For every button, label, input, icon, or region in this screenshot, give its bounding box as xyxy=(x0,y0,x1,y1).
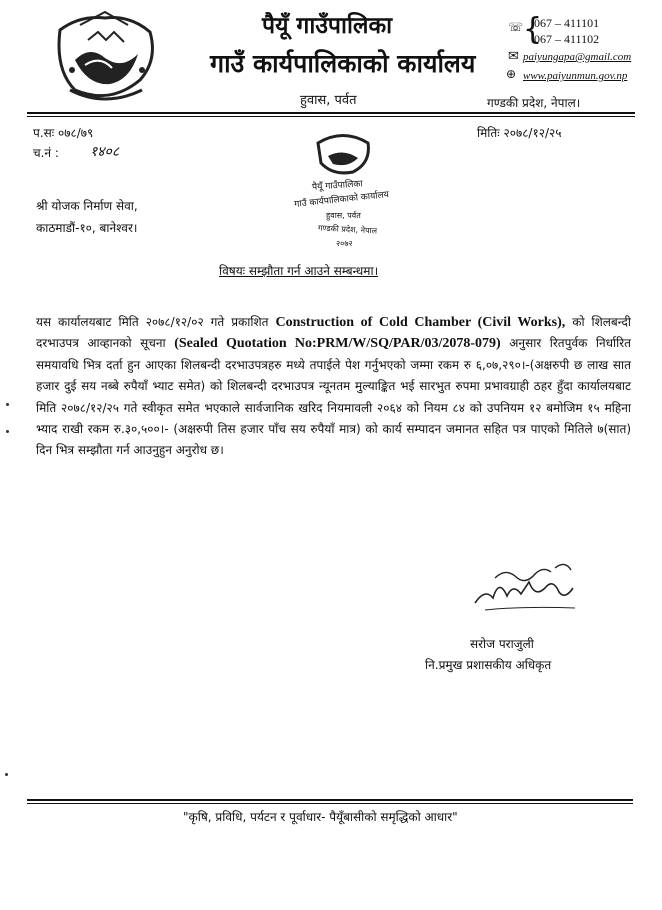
email-link[interactable]: paiyungapa@gmail.com xyxy=(523,51,632,63)
scan-dot xyxy=(5,773,8,776)
mail-icon: ✉ xyxy=(508,49,519,64)
letter-body xyxy=(36,312,631,462)
phone-number-2: 067 – 411102 xyxy=(534,32,600,46)
province-text: गण्डकी प्रदेश, नेपाल। xyxy=(487,96,581,110)
stamp-line1: पैयूँ गाउँपालिका xyxy=(311,179,364,193)
footer-divider-thin xyxy=(27,803,633,804)
org-name-line1: पैयूँ गाउँपालिका xyxy=(262,13,393,39)
dispatch-number-label: च.नं : xyxy=(33,146,59,160)
footer-motto: "कृषि, प्रविधि, पर्यटन र पूर्वाधार- पैयूँबासीको समृद्धिको आधार" xyxy=(183,810,458,824)
brace-icon: { xyxy=(523,12,543,47)
recipient-address: काठमाडौं-१०, बानेश्वर। xyxy=(36,221,138,235)
org-name-line2: गाउँ कार्यपालिकाको कार्यालय xyxy=(210,49,476,78)
scan-dot xyxy=(6,430,9,433)
phone-number-1: 067 – 411101 xyxy=(534,16,600,30)
letter-subject: विषयः सम्झौता गर्न आउने सम्बन्धमा। xyxy=(219,264,379,278)
website-link[interactable]: www.paiyunmun.gov.np xyxy=(523,70,628,82)
footer-divider xyxy=(27,799,633,801)
recipient-name: श्री योजक निर्माण सेवा, xyxy=(36,199,138,213)
stamp-line2: गाउँ कार्यपालिकाको कार्यालय xyxy=(293,190,390,210)
signatory-name: सरोज पराजुली xyxy=(470,637,534,651)
header-divider-thin xyxy=(27,116,635,117)
globe-icon: ⊕ xyxy=(506,67,517,81)
signatory-title: नि.प्रमुख प्रशासकीय अधिकृत xyxy=(425,658,552,672)
stamp-emblem-icon xyxy=(313,128,373,178)
quotation-number: (Sealed Quotation No:PRM/W/SQ/PAR/03/2078-079) xyxy=(174,336,501,352)
body-part2: को शिलबन्दी दरभाउपत्र आव्हानको सूचना xyxy=(36,315,631,351)
stamp-line3: हुवास, पर्वत xyxy=(326,211,361,220)
dispatch-number-value: १४०८ xyxy=(90,144,120,160)
stamp-line4: गण्डकी प्रदेश, नेपाल xyxy=(317,223,378,236)
body-part1: यस कार्यालयबाट मिति २०७८/१२/०२ गते प्रकाशित xyxy=(36,315,269,329)
body-part3: अनुसार रितपुर्वक निर्धारित समयावधि भित्र दर्ता हुन आएका शिलबन्दी दरभाउपत्रहरु मध्ये तपाईले पेश गर्नुभएको जम्मा रकम रु ६,०७,२९०।-(अक्षरुपी छ लाख सात हजार दुई सय नब्बे रुपैयाँ भ्याट समेत) को शिलबन्दी दरभाउपत्र न्यूनतम मुल्याङ्कित भई सारभुत रुपमा प्रभावग्राही ठहर हुँदा कार्यालयबाट मिति २०७८/१२/२५ गते स्वीकृत समेत भएकाले सार्वजानिक खरिद नियमावली २०६४ को नियम ८४ को उपनियम १२ बमोजिम १५ महिना भ्याद राखी रकम रु.३०,५००।- (अक्षरुपी तिस हजार पाँच सय रुपैयाँ मात्र) को कार्य सम्पादन जमानत सहित पत्र पाएको मितिले ७(सात) दिन भित्र सम्झौता गर्न आउनुहुन अनुरोध छ। xyxy=(36,336,631,458)
org-location: हुवास, पर्वत xyxy=(300,93,357,108)
reference-number: प.सः ०७८/७९ xyxy=(33,126,94,140)
header-divider xyxy=(27,112,635,114)
letter-date: मितिः २०७८/१२/२५ xyxy=(477,126,562,140)
project-name: Construction of Cold Chamber (Civil Works), xyxy=(275,315,566,330)
phone-icon: ☏ xyxy=(508,20,524,34)
scan-dot xyxy=(6,403,9,406)
nepal-emblem-logo xyxy=(50,10,160,110)
stamp-line5: २०७२ xyxy=(336,239,353,248)
handwritten-signature xyxy=(455,558,585,620)
office-stamp xyxy=(288,128,398,256)
